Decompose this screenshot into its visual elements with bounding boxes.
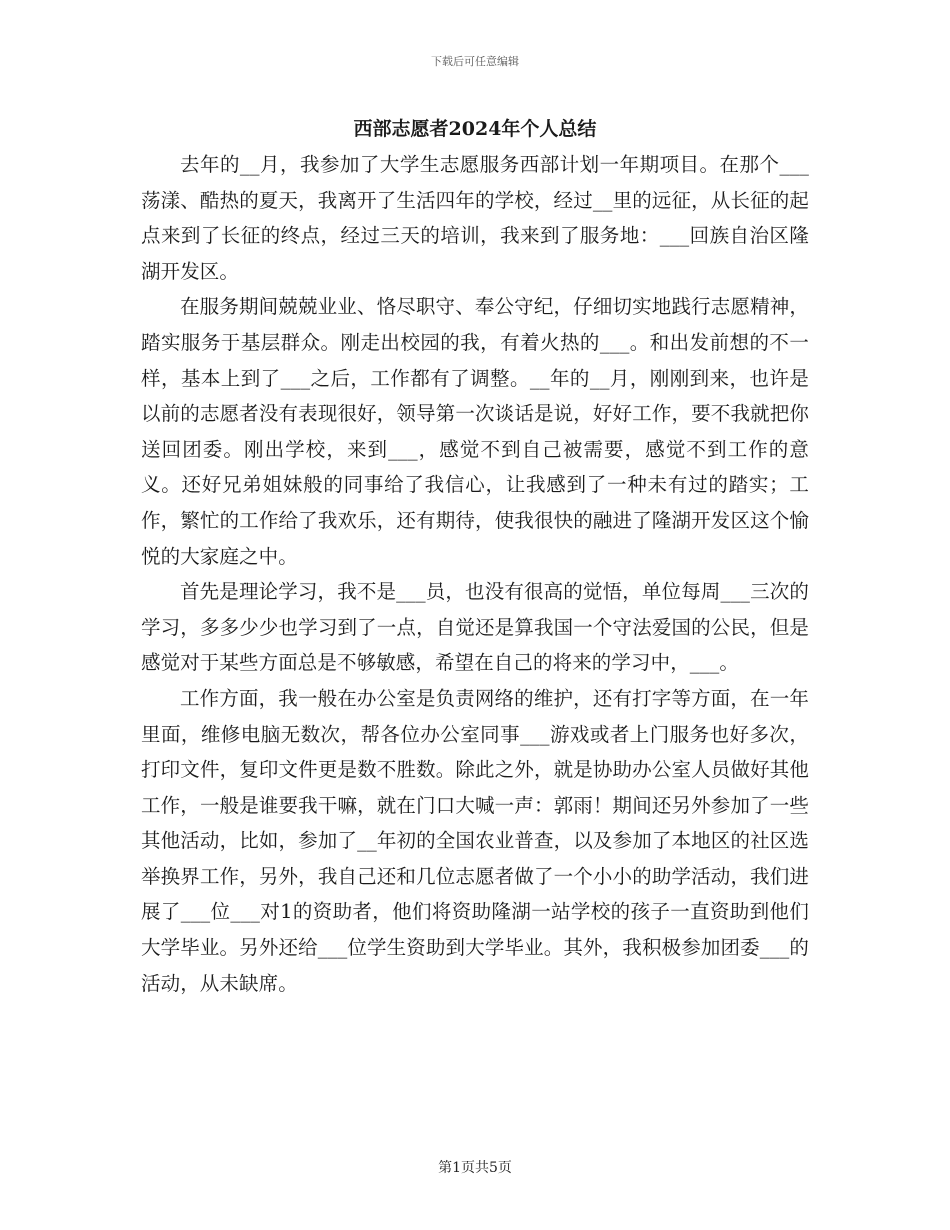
document-title: 西部志愿者2024年个人总结 — [353, 118, 597, 140]
page-header-note: 下载后可任意编辑 — [431, 55, 519, 68]
page-number: 第1页共5页 — [438, 1160, 512, 1176]
paragraph-study: 首先是理论学习，我不是___员，也没有很高的觉悟，单位每周___三次的学习，多多少少也学习到了一点，自觉还是算我国一个守法爱国的公民，但是感觉对于某些方面总是不够敏感，希望在自己的将来的学习中，___。 — [141, 580, 809, 675]
document-body — [141, 147, 809, 1001]
paragraph-intro: 去年的__月，我参加了大学生志愿服务西部计划一年期项目。在那个___荡漾、酷热的夏天，我离开了生活四年的学校，经过__里的远征，从长征的起点来到了长征的终点，经过三天的培训，我来到了服务地：___回族自治区隆湖开发区。 — [141, 153, 809, 283]
paragraph-work: 工作方面，我一般在办公室是负责网络的维护，还有打字等方面，在一年里面，维修电脑无数次，帮各位办公室同事___游戏或者上门服务也好多次，打印文件，复印文件更是数不胜数。除此之外，就是协助办公室人员做好其他工作，一般是谁要我干嘛，就在门口大喊一声：郭雨！期间还另外参加了一些其他活动，比如，参加了__年初的全国农业普查，以及参加了本地区的社区选举换界工作，另外，我自己还和几位志愿者做了一个小小的助学活动，我们进展了___位___对1的资助者，他们将资助隆湖一站学校的孩子一直资助到他们大学毕业。另外还给___位学生资助到大学毕业。其外，我积极参加团委___的活动，从未缺席。 — [141, 686, 809, 995]
paragraph-service: 在服务期间兢兢业业、恪尽职守、奉公守纪，仔细切实地践行志愿精神，踏实服务于基层群众。刚走出校园的我，有着火热的___。和出发前想的不一样，基本上到了___之后，工作都有了调整。__年的__月，刚刚到来，也许是以前的志愿者没有表现很好，领导第一次谈话是说，好好工作，要不我就把你送回团委。刚出学校，来到___，感觉不到自己被需要，感觉不到工作的意义。还好兄弟姐妹般的同事给了我信心，让我感到了一种未有过的踏实；工作，繁忙的工作给了我欢乐，还有期待，使我很快的融进了隆湖开发区这个愉悦的大家庭之中。 — [141, 295, 809, 568]
